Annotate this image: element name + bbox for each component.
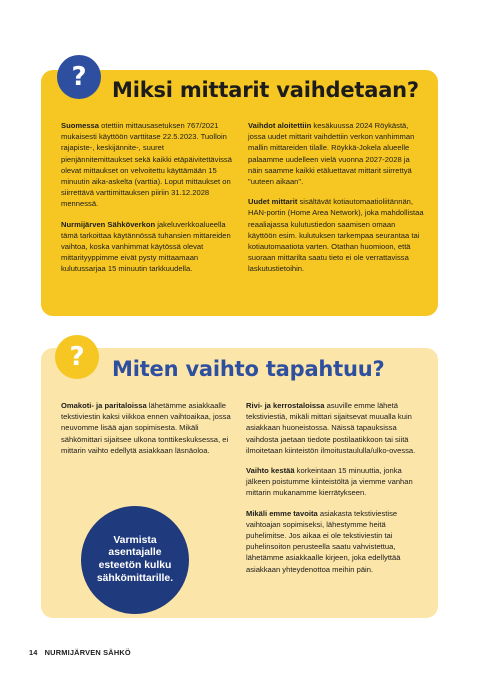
paragraph-text: asiakasta tekstiviestise vaihtoajan sopimiseksi, lähestymme heitä puhelimitse. Jos aikaa ei ole tekstiviestin tai puhelinsoiton perusteella saatu vahvistettua, lähetämme asiakkaalle kirjeen, joka edellyttää asiakkaan yhteydenottoa meihin päin. [246,508,401,574]
question-mark-icon: ? [55,335,99,379]
footer-brand: NURMIJÄRVEN SÄHKÖ [44,648,131,657]
paragraph-lead: Mikäli emme tavoita [246,508,318,518]
paragraph-text: asuville emme lähetä tekstiviestiä, mikäli mittari sijaitsevat muualla kuin asiakkaan huoneistossa. Näissä tapauksissa vaihdosta jaetaan tiedote postilaatikkoon tai siitä ilmoitetaan kiinteistön ilmoitustaululla/ulko-ovessa. [246,401,416,455]
paragraph-lead: Uudet mittarit [248,197,298,207]
paragraph-lead: Rivi- ja kerrostaloissa [246,401,325,410]
page-footer [29,648,131,657]
column-how-left [61,400,233,465]
paragraph-text: otettiin mittausasetuksen 767/2021 mukaisesti käyttöön varttitase 22.5.2023. Tuolloin rajapiste-, keskijännite-, suuret pienjännitemittaukset sekä kaikki etäpäivitettävissä olevat mittaukset on velvoitettu käyttämään 15 minuutin aika-askelta (varttia). Loput mittaukset on siirrettävä varttimittauksen piiriin 31.12.2028 mennessä. [61,121,232,209]
paragraph [246,508,422,575]
section-title-how: Miten vaihto tapahtuu? [112,357,385,381]
paragraph-lead: Nurmijärven Sähköverkon [61,219,156,229]
paragraph-lead: Vaihto kestää [246,466,295,476]
paragraph [246,400,422,456]
paragraph [61,219,237,275]
question-mark-icon: ? [57,55,101,99]
paragraph [61,400,233,456]
paragraph [248,120,426,187]
paragraph-lead: Suomessa [61,121,99,130]
paragraph-text: kesäkuussa 2024 Röykästä, jossa uudet mittarit vaihdettiin verkon vanhimman mallin mittareiden tilalle. Röykkä-Jokela alueelle palaamme uudelleen vielä vuonna 2027-2028 ja näin saamme kaikki etäluettavat mittarit siirrettyä "uuteen aikaan". [248,121,415,187]
paragraph-lead: Vaihdot aloitettiin [248,121,312,130]
paragraph [246,465,422,499]
column-why-left [61,120,237,284]
paragraph [248,196,426,274]
column-how-right [246,400,422,584]
paragraph [61,120,237,210]
page-number: 14 [29,648,38,657]
paragraph-text: lähetämme asiakkaalle tekstiviestin kaksi viikkoa ennen vaihtoaikaa, jossa neuvomme lisää ajan sopimisesta. Mikäli sähkömittari sijaitsee ulkona tonttikeskuksessa, ei mittarin vaihto edellytä asiakkaan läsnäoloa. [61,401,231,455]
paragraph-text: jakeluverkkoalueella tämä tarkoittaa käytännössä tuhansien mittareiden vaihtoa, koska vanhimmat käytössä olevat mittarityyppimme eivät pysty mittaamaan kulutussarjaa 15 minuutin tarkkuudella. [61,219,231,274]
paragraph-text: korkeintaan 15 minuuttia, jonka jälkeen poistumme kiinteistöltä ja viemme vanhan mittarin mukanamme kierrätykseen. [246,466,413,498]
paragraph-lead: Omakoti- ja paritaloissa [61,401,147,410]
callout-badge: Varmista asentajalle esteetön kulku sähkömittarille. [81,506,189,614]
paragraph-text: sisältävät kotiautomaatioliitännän, HAN-portin (Home Area Network), joka mahdollistaa reaaliajassa kulutustiedon saamisen omaan käyttöön esim. kulutuksen tarkempaa seurantaa tai kotiautomaatiota varten. Otathan huomioon, että suoraan mittarilta saatu tieto ei ole verrattavissa laskutustietoihin. [248,197,424,274]
section-title-why: Miksi mittarit vaihdetaan? [112,78,419,102]
column-why-right [248,120,426,284]
